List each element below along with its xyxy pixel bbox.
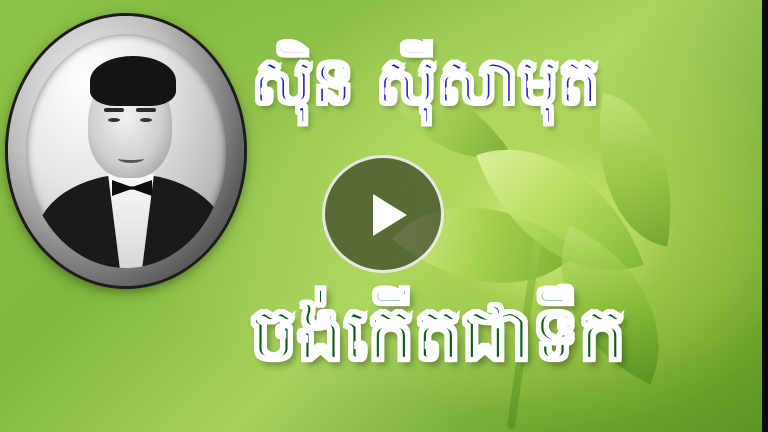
portrait-eye — [108, 118, 120, 122]
singer-portrait — [26, 34, 226, 268]
play-icon — [373, 194, 407, 236]
frame-edge — [762, 0, 768, 432]
singer-portrait-frame — [8, 16, 244, 286]
portrait-eye — [140, 118, 152, 122]
portrait-brow — [104, 108, 124, 112]
artist-name-title: ស៊ិន ស៊ីសាមុត — [252, 45, 600, 119]
portrait-hair — [90, 56, 176, 106]
portrait-mouth — [118, 154, 144, 163]
portrait-brow — [136, 108, 156, 112]
play-button[interactable] — [322, 155, 444, 273]
song-title: ចង់កើតជាទឹក — [250, 291, 626, 377]
